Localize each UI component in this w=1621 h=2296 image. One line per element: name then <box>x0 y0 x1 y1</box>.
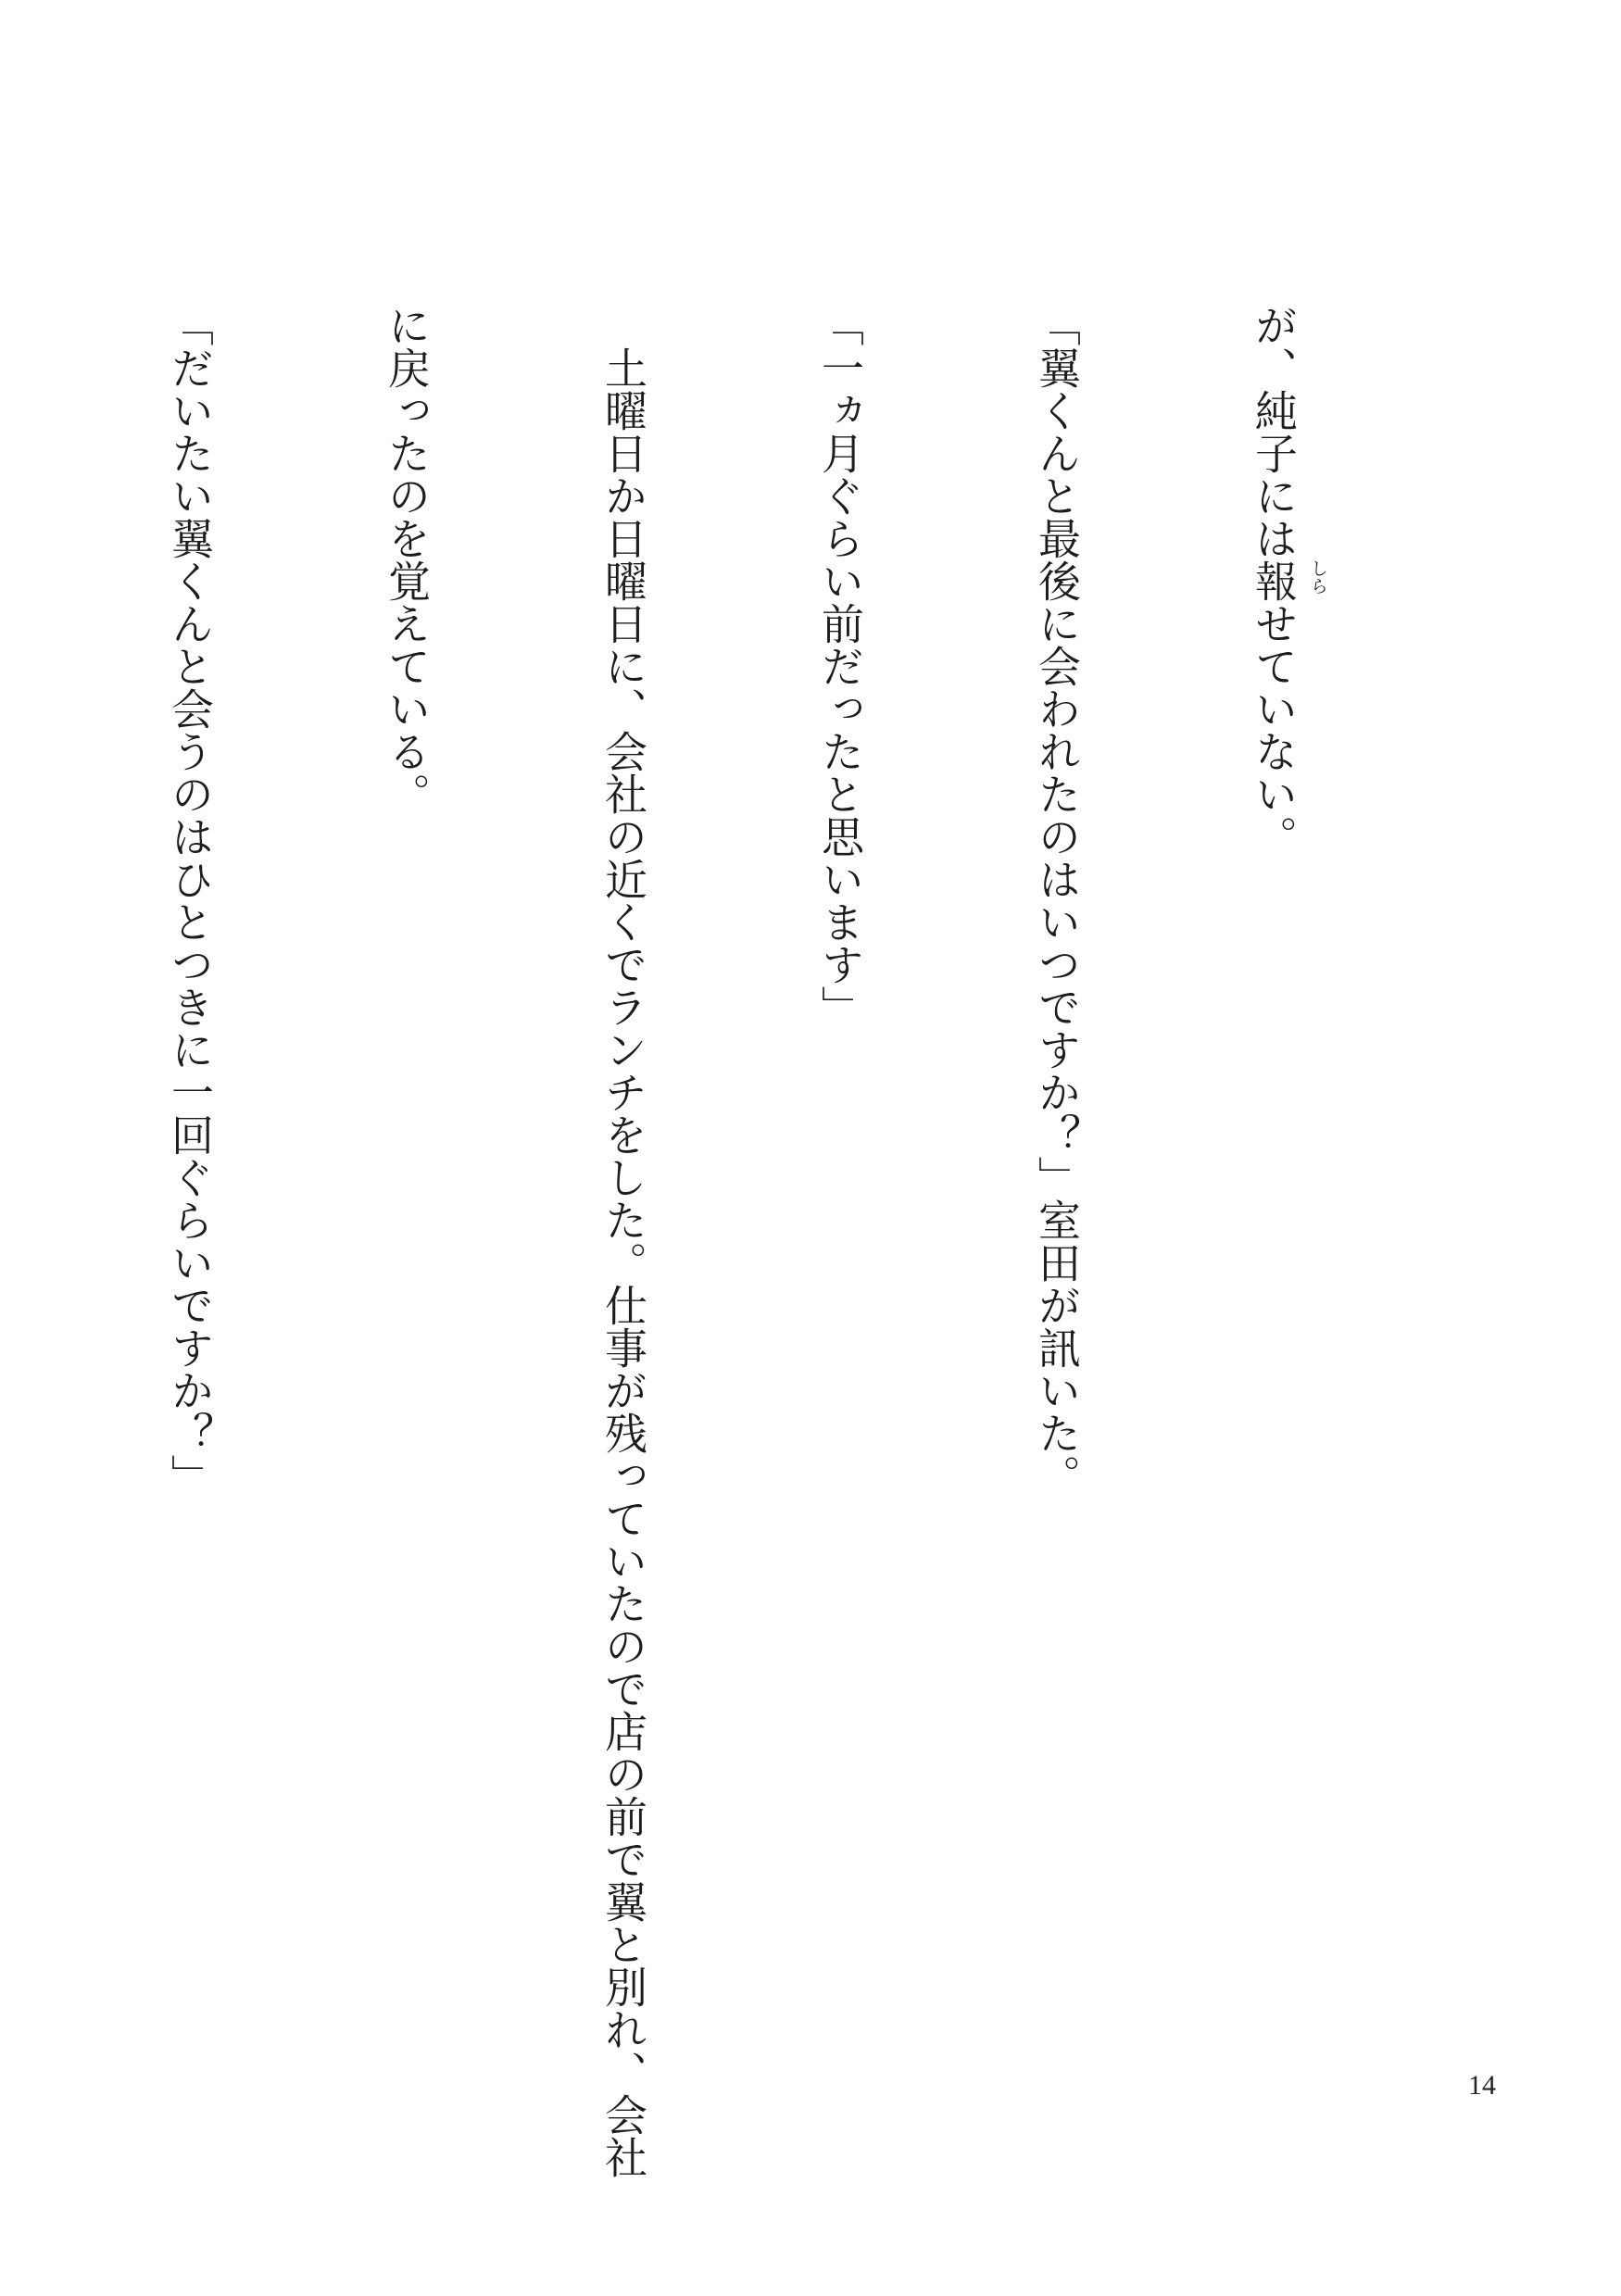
text-line: に戻ったのを覚えている。 <box>382 304 432 815</box>
text-segment: せていない。 <box>1249 602 1299 858</box>
text-line: 「翼くんと最後に会われたのはいつですか？」室田が訊いた。 <box>1032 304 1082 1497</box>
vertical-text-body <box>0 304 1454 2178</box>
text-line: 土曜日か日曜日に、会社の近くでランチをした。仕事が残っていたので店の前で翼と別れ、会社 <box>598 304 648 2178</box>
text-line <box>1238 304 1328 2017</box>
text-line: 「一ヵ月ぐらい前だったと思います」 <box>815 304 865 1028</box>
text-line <box>0 304 9 2017</box>
ruby-annotation: しら <box>1308 559 1328 595</box>
page-number: 14 <box>1468 2070 1496 2101</box>
text-segment: が、純子には <box>1249 304 1299 559</box>
ruby-group <box>1249 559 1328 602</box>
text-line: 「だいたい翼くんと会うのはひとつきに一回ぐらいですか？」 <box>165 304 215 1497</box>
ruby-base: 報 <box>1249 559 1299 602</box>
